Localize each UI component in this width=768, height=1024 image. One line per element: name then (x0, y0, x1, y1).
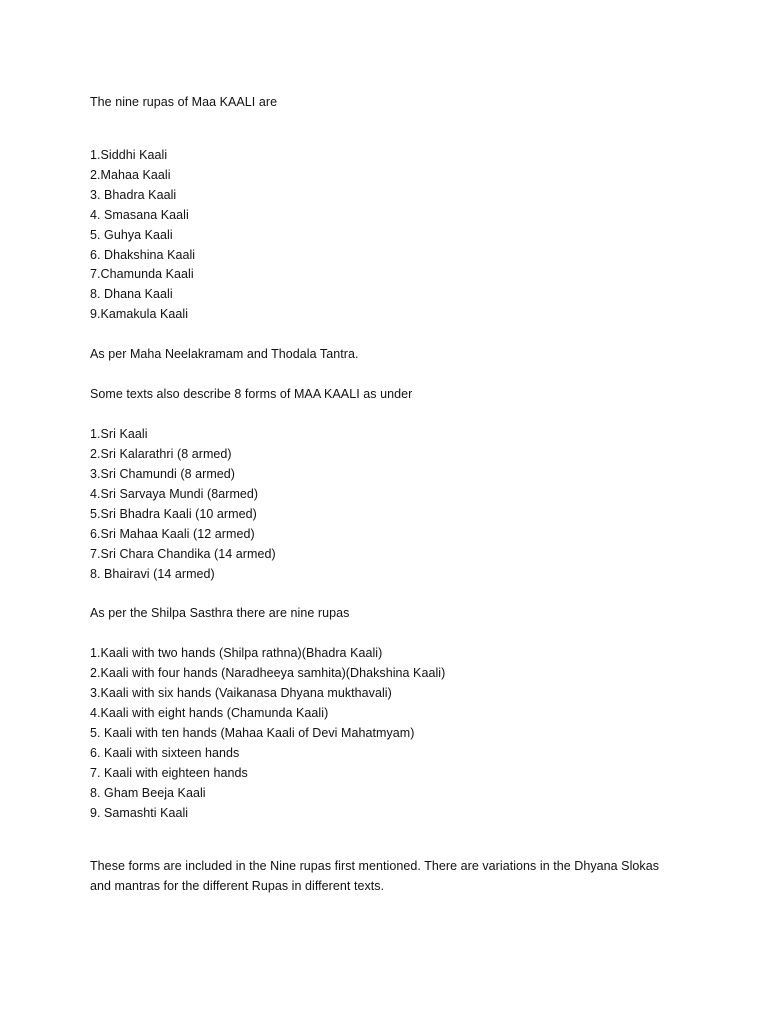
list-item: 2.Kaali with four hands (Naradheeya samhita)(Dhakshina Kaali) (90, 666, 446, 680)
list-item: 2.Sri Kalarathri (8 armed) (90, 447, 232, 461)
section-intro: Some texts also describe 8 forms of MAA KAALI as under (90, 387, 413, 401)
list-item: 8. Dhana Kaali (90, 287, 173, 301)
list-item: 1.Kaali with two hands (Shilpa rathna)(Bhadra Kaali) (90, 646, 383, 660)
list-item: 3.Sri Chamundi (8 armed) (90, 467, 236, 481)
list-item: 4.Kaali with eight hands (Chamunda Kaali) (90, 706, 329, 720)
list-item: 5. Kaali with ten hands (Mahaa Kaali of Devi Mahatmyam) (90, 726, 415, 740)
list-item: 5. Guhya Kaali (90, 228, 173, 242)
list-item: 6. Kaali with sixteen hands (90, 746, 240, 760)
list-item: 3.Kaali with six hands (Vaikanasa Dhyana mukthavali) (90, 686, 392, 700)
section-intro: As per the Shilpa Sasthra there are nine rupas (90, 606, 350, 620)
list-item: 7.Chamunda Kaali (90, 267, 194, 281)
list-item: 1.Siddhi Kaali (90, 148, 168, 162)
list-item: 9.Kamakula Kaali (90, 307, 189, 321)
list-item: 1.Sri Kaali (90, 427, 148, 441)
list-item: 3. Bhadra Kaali (90, 188, 177, 202)
heading: The nine rupas of Maa KAALI are (90, 95, 278, 109)
list-item: 8. Bhairavi (14 armed) (90, 567, 215, 581)
list-item: 2.Mahaa Kaali (90, 168, 171, 182)
list-item: 4.Sri Sarvaya Mundi (8armed) (90, 487, 259, 501)
closing-paragraph-line: and mantras for the different Rupas in different texts. (90, 879, 385, 893)
list-item: 8. Gham Beeja Kaali (90, 786, 206, 800)
list-item: 9. Samashti Kaali (90, 806, 189, 820)
list-item: 6.Sri Mahaa Kaali (12 armed) (90, 527, 255, 541)
closing-paragraph-line: These forms are included in the Nine rupas first mentioned. There are variations in the Dhyana Slokas (90, 859, 660, 873)
list-item: 5.Sri Bhadra Kaali (10 armed) (90, 507, 257, 521)
list-item: 7. Kaali with eighteen hands (90, 766, 248, 780)
list-item: 6. Dhakshina Kaali (90, 248, 196, 262)
source-note: As per Maha Neelakramam and Thodala Tantra. (90, 347, 359, 361)
list-item: 4. Smasana Kaali (90, 208, 189, 222)
list-item: 7.Sri Chara Chandika (14 armed) (90, 547, 276, 561)
